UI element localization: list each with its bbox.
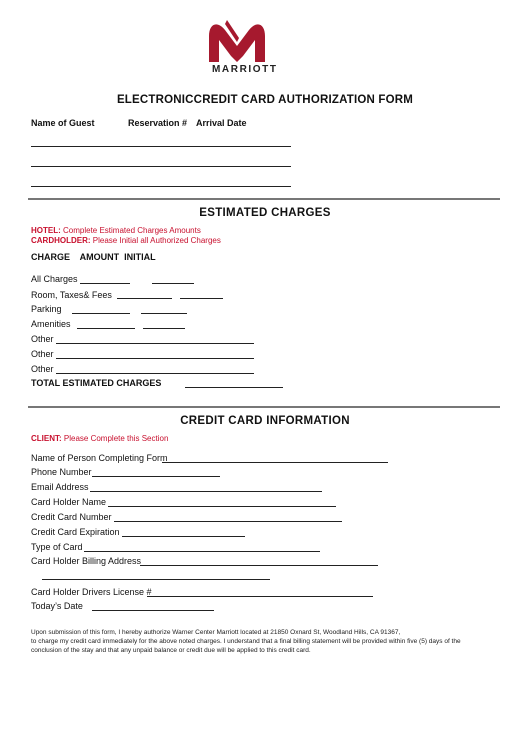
phone-line[interactable] (92, 476, 220, 477)
guest-line-3[interactable] (31, 186, 291, 187)
credit-card-title: CREDIT CARD INFORMATION (180, 415, 350, 427)
hotel-instruction (31, 226, 201, 235)
room-initial-line[interactable] (180, 298, 223, 299)
charge-label-amenities: Amenities (31, 319, 71, 329)
billing-address-line-2[interactable] (42, 579, 270, 580)
name-completing-line[interactable] (162, 462, 388, 463)
total-estimated-label: TOTAL ESTIMATED CHARGES (31, 378, 162, 388)
marriott-m-icon (209, 24, 265, 62)
client-label: CLIENT: (31, 434, 62, 443)
billing-address-line-1[interactable] (140, 565, 378, 566)
all-charges-initial-line[interactable] (152, 283, 194, 284)
other-2-line[interactable] (56, 358, 254, 359)
field-label-drivers-license: Card Holder Drivers License # (31, 587, 152, 597)
amenities-initial-line[interactable] (143, 328, 185, 329)
charges-column-header: CHARGE AMOUNT INITIAL (31, 252, 156, 262)
room-amount-line[interactable] (117, 298, 172, 299)
email-line[interactable] (90, 491, 322, 492)
all-charges-amount-line[interactable] (80, 283, 130, 284)
other-3-line[interactable] (56, 373, 254, 374)
name-of-guest-label: Name of Guest (31, 118, 95, 128)
charge-label-other-1: Other (31, 334, 54, 344)
field-label-name-completing: Name of Person Completing Form (31, 453, 168, 463)
cardholder-instruction (31, 236, 221, 245)
card-number-line[interactable] (114, 521, 342, 522)
brand-name: MARRIOTT (212, 64, 278, 75)
authorization-line-2: to charge my credit card immediately for the above noted charges. I understand that a final billing statement will be provided within five (5) days of the (31, 638, 461, 645)
client-text: Please Complete this Section (61, 434, 169, 443)
field-label-card-holder-name: Card Holder Name (31, 497, 107, 507)
charge-label-room: Room, Taxes& Fees (31, 290, 112, 300)
field-label-todays-date: Today’s Date (31, 601, 83, 611)
client-instruction (31, 434, 168, 443)
charge-label-parking: Parking (31, 304, 62, 314)
field-label-card-type: Type of Card (31, 542, 83, 552)
field-label-card-number: Credit Card Number (31, 512, 112, 522)
field-label-phone: Phone Number (31, 467, 92, 477)
authorization-line-1: Upon submission of this form, I hereby authorize Warner Center Marriott located at 21850 Oxnard St, Woodland Hills, CA 91367, (31, 629, 401, 636)
other-1-line[interactable] (56, 343, 254, 344)
authorization-line-3: conclusion of the stay and that any unpaid balance or credit due will be applied to this credit card. (31, 647, 311, 654)
guest-line-1[interactable] (31, 146, 291, 147)
parking-amount-line[interactable] (72, 313, 130, 314)
marriott-logo (205, 16, 269, 66)
separator (28, 406, 500, 408)
hotel-text: Complete Estimated Charges Amounts (60, 226, 201, 235)
total-estimated-line[interactable] (185, 387, 283, 388)
card-holder-name-line[interactable] (108, 506, 336, 507)
drivers-license-line[interactable] (147, 596, 373, 597)
charge-label-other-3: Other (31, 364, 54, 374)
charge-label-other-2: Other (31, 349, 54, 359)
reservation-label: Reservation # (128, 118, 188, 128)
field-label-email: Email Address (31, 482, 89, 492)
hotel-label: HOTEL: (31, 226, 61, 235)
field-label-card-expiration: Credit Card Expiration (31, 527, 120, 537)
parking-initial-line[interactable] (141, 313, 187, 314)
todays-date-line[interactable] (92, 610, 214, 611)
charge-label-all-charges: All Charges (31, 274, 78, 284)
card-expiration-line[interactable] (122, 536, 245, 537)
guest-line-2[interactable] (31, 166, 291, 167)
estimated-charges-title: ESTIMATED CHARGES (199, 207, 331, 219)
form-title: ELECTRONICCREDIT CARD AUTHORIZATION FORM (116, 94, 414, 106)
cardholder-text: Please Initial all Authorized Charges (90, 236, 221, 245)
separator (28, 198, 500, 200)
authorization-statement (31, 628, 521, 655)
cardholder-label: CARDHOLDER: (31, 236, 91, 245)
card-type-line[interactable] (84, 551, 320, 552)
field-label-billing-address: Card Holder Billing Address (31, 556, 142, 566)
arrival-date-label: Arrival Date (196, 118, 247, 128)
amenities-amount-line[interactable] (77, 328, 135, 329)
